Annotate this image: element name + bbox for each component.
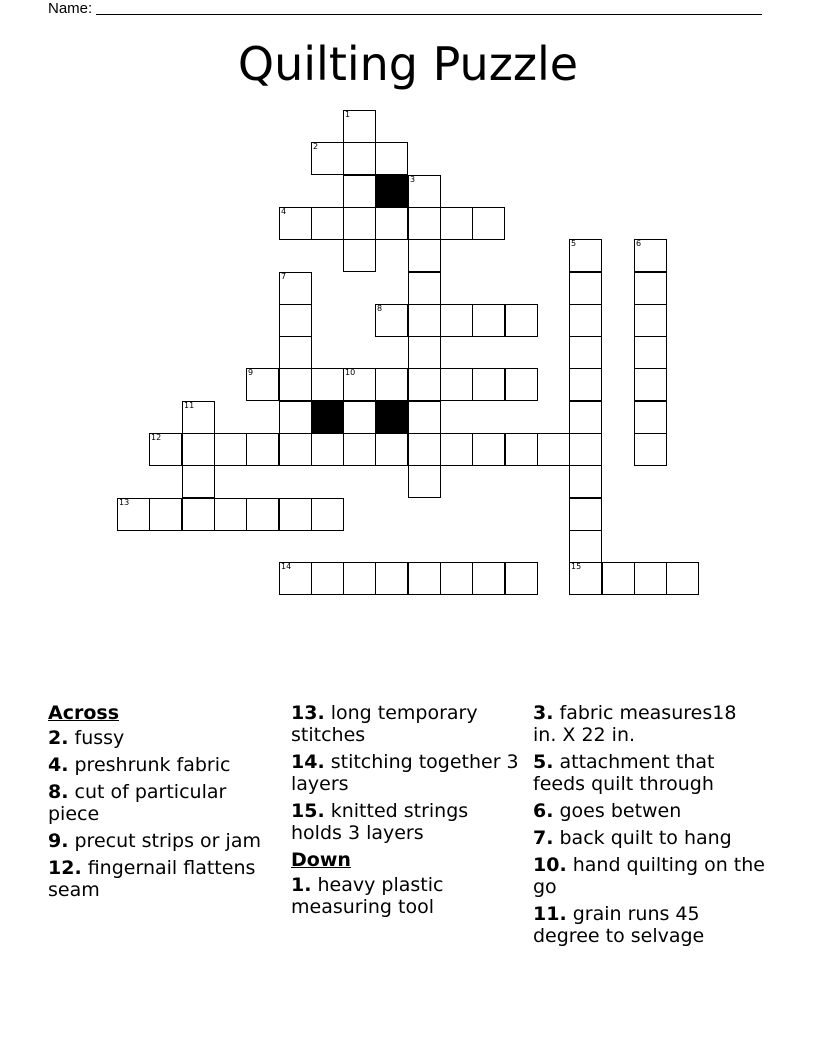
grid-cell[interactable] (408, 368, 441, 401)
clue-across-2 (48, 727, 280, 749)
clue-text: hand quilting on the go (533, 854, 765, 898)
grid-cell[interactable] (149, 498, 182, 531)
name-label: Name: (48, 0, 93, 17)
clue-number: 6. (533, 800, 554, 822)
clue-text: cut of particular piece (48, 781, 227, 825)
grid-cell[interactable] (634, 368, 667, 401)
clue-number-label: 12 (151, 433, 162, 442)
clue-number: 7. (533, 827, 554, 849)
grid-cell[interactable] (440, 562, 473, 595)
grid-cell[interactable] (472, 304, 505, 337)
grid-cell[interactable] (149, 433, 182, 466)
clue-text: goes betwen (559, 800, 682, 822)
grid-cell[interactable] (343, 562, 376, 595)
grid-cell[interactable] (279, 498, 312, 531)
clue-down-3 (533, 702, 765, 746)
clue-text: fussy (74, 727, 125, 749)
grid-cell[interactable] (408, 304, 441, 337)
clue-number: 1. (291, 874, 312, 896)
clue-column-2 (291, 702, 523, 923)
clue-text: back quilt to hang (559, 827, 732, 849)
grid-cell[interactable] (569, 272, 602, 305)
clue-across-13 (291, 702, 523, 746)
clue-down-7 (533, 827, 765, 849)
clue-text: grain runs 45 degree to selvage (533, 903, 705, 947)
grid-cell[interactable] (375, 562, 408, 595)
page-title: Quilting Puzzle (237, 37, 579, 91)
clue-across-8 (48, 781, 280, 825)
clue-text: fingernail flattens seam (48, 857, 256, 901)
clue-number-label: 10 (345, 368, 356, 377)
clue-across-15 (291, 800, 523, 844)
grid-cell[interactable] (375, 142, 408, 175)
grid-cell[interactable] (634, 239, 667, 272)
grid-cell[interactable] (343, 433, 376, 466)
clue-text: knitted strings holds 3 layers (291, 800, 469, 844)
grid-cell[interactable] (214, 498, 247, 531)
grid-cell[interactable] (311, 498, 344, 531)
grid-cell[interactable] (279, 433, 312, 466)
grid-cell[interactable] (634, 433, 667, 466)
grid-cell[interactable] (569, 401, 602, 434)
clue-text: attachment that feeds quilt through (533, 751, 715, 795)
grid-cell[interactable] (182, 433, 215, 466)
clue-number-label: 2 (313, 142, 319, 151)
black-square (311, 401, 344, 434)
clue-number-label: 3 (410, 175, 416, 184)
clue-down-1 (291, 874, 523, 918)
grid-cell[interactable] (666, 562, 699, 595)
grid-cell[interactable] (343, 110, 376, 143)
grid-cell[interactable] (569, 562, 602, 595)
clue-number: 12. (48, 857, 82, 879)
grid-cell[interactable] (408, 401, 441, 434)
grid-cell[interactable] (408, 336, 441, 369)
clue-number: 13. (291, 702, 325, 724)
clue-text: precut strips or jam (74, 830, 261, 852)
grid-cell[interactable] (182, 498, 215, 531)
clue-number: 4. (48, 754, 69, 776)
grid-cell[interactable] (472, 562, 505, 595)
grid-cell[interactable] (311, 562, 344, 595)
clue-number: 11. (533, 903, 567, 925)
clue-down-5 (533, 751, 765, 795)
clue-across-4 (48, 754, 280, 776)
grid-cell[interactable] (279, 207, 312, 240)
grid-cell[interactable] (569, 336, 602, 369)
grid-cell[interactable] (505, 368, 538, 401)
black-square (375, 401, 408, 434)
black-square (375, 175, 408, 208)
clue-number-label: 5 (571, 239, 577, 248)
clue-number-label: 4 (281, 207, 287, 216)
clue-across-14 (291, 751, 523, 795)
grid-cell[interactable] (634, 304, 667, 337)
clue-number-label: 13 (119, 498, 130, 507)
grid-cell[interactable] (440, 368, 473, 401)
clue-column-1 (48, 702, 280, 906)
clue-number: 8. (48, 781, 69, 803)
grid-cell[interactable] (311, 207, 344, 240)
clue-number: 3. (533, 702, 554, 724)
clue-number: 10. (533, 854, 567, 876)
grid-cell[interactable] (279, 368, 312, 401)
clue-across-12 (48, 857, 280, 901)
grid-cell[interactable] (343, 142, 376, 175)
grid-cell[interactable] (569, 465, 602, 498)
grid-cell[interactable] (246, 498, 279, 531)
grid-cell[interactable] (408, 239, 441, 272)
grid-cell[interactable] (279, 401, 312, 434)
grid-cell[interactable] (214, 433, 247, 466)
grid-cell[interactable] (311, 142, 344, 175)
grid-cell[interactable] (408, 272, 441, 305)
clue-down-6 (533, 800, 765, 822)
grid-cell[interactable] (311, 433, 344, 466)
clue-number-label: 11 (184, 401, 195, 410)
clue-text: fabric measures18 in. X 22 in. (533, 702, 737, 746)
grid-cell[interactable] (375, 368, 408, 401)
clue-number-label: 15 (571, 562, 582, 571)
grid-cell[interactable] (408, 562, 441, 595)
grid-cell[interactable] (569, 239, 602, 272)
grid-cell[interactable] (634, 401, 667, 434)
grid-cell[interactable] (375, 207, 408, 240)
clue-text: heavy plastic measuring tool (291, 874, 444, 918)
grid-cell[interactable] (505, 562, 538, 595)
clue-number: 15. (291, 800, 325, 822)
grid-cell[interactable] (440, 304, 473, 337)
clue-number: 2. (48, 727, 69, 749)
clue-number-label: 1 (345, 110, 351, 119)
grid-cell[interactable] (634, 562, 667, 595)
grid-cell[interactable] (279, 304, 312, 337)
grid-cell[interactable] (440, 433, 473, 466)
grid-cell[interactable] (569, 368, 602, 401)
clue-number-label: 8 (377, 304, 383, 313)
grid-cell[interactable] (182, 401, 215, 434)
grid-cell[interactable] (279, 562, 312, 595)
clue-number: 5. (533, 751, 554, 773)
grid-cell[interactable] (569, 433, 602, 466)
clue-down-11 (533, 903, 765, 947)
clue-text: long temporary stitches (291, 702, 478, 746)
grid-cell[interactable] (375, 304, 408, 337)
across-heading: Across (48, 702, 120, 724)
grid-cell[interactable] (343, 175, 376, 208)
grid-cell[interactable] (472, 207, 505, 240)
grid-cell[interactable] (343, 401, 376, 434)
grid-cell[interactable] (246, 433, 279, 466)
grid-cell[interactable] (408, 175, 441, 208)
down-heading: Down (291, 849, 351, 871)
grid-cell[interactable] (343, 368, 376, 401)
clue-down-10 (533, 854, 765, 898)
grid-cell[interactable] (279, 336, 312, 369)
grid-cell[interactable] (408, 465, 441, 498)
grid-cell[interactable] (569, 304, 602, 337)
grid-cell[interactable] (569, 498, 602, 531)
grid-cell[interactable] (343, 239, 376, 272)
grid-cell[interactable] (505, 304, 538, 337)
grid-cell[interactable] (472, 433, 505, 466)
grid-cell[interactable] (569, 530, 602, 563)
grid-cell[interactable] (117, 498, 150, 531)
grid-cell[interactable] (634, 336, 667, 369)
grid-cell[interactable] (246, 368, 279, 401)
grid-cell[interactable] (279, 272, 312, 305)
clue-text: stitching together 3 layers (291, 751, 519, 795)
grid-cell[interactable] (602, 562, 635, 595)
clue-number-label: 14 (281, 562, 292, 571)
grid-cell[interactable] (505, 433, 538, 466)
grid-cell[interactable] (537, 433, 570, 466)
grid-cell[interactable] (182, 465, 215, 498)
clue-text: preshrunk fabric (74, 754, 231, 776)
grid-cell[interactable] (343, 207, 376, 240)
clue-number-label: 9 (248, 368, 254, 377)
grid-cell[interactable] (472, 368, 505, 401)
clue-number-label: 6 (636, 239, 642, 248)
clue-number: 9. (48, 830, 69, 852)
grid-cell[interactable] (408, 433, 441, 466)
clue-column-3 (533, 702, 765, 952)
grid-cell[interactable] (375, 433, 408, 466)
grid-cell[interactable] (408, 207, 441, 240)
clue-number: 14. (291, 751, 325, 773)
grid-cell[interactable] (634, 272, 667, 305)
grid-cell[interactable] (311, 368, 344, 401)
clue-number-label: 7 (281, 272, 287, 281)
clue-across-9 (48, 830, 280, 852)
grid-cell[interactable] (440, 207, 473, 240)
